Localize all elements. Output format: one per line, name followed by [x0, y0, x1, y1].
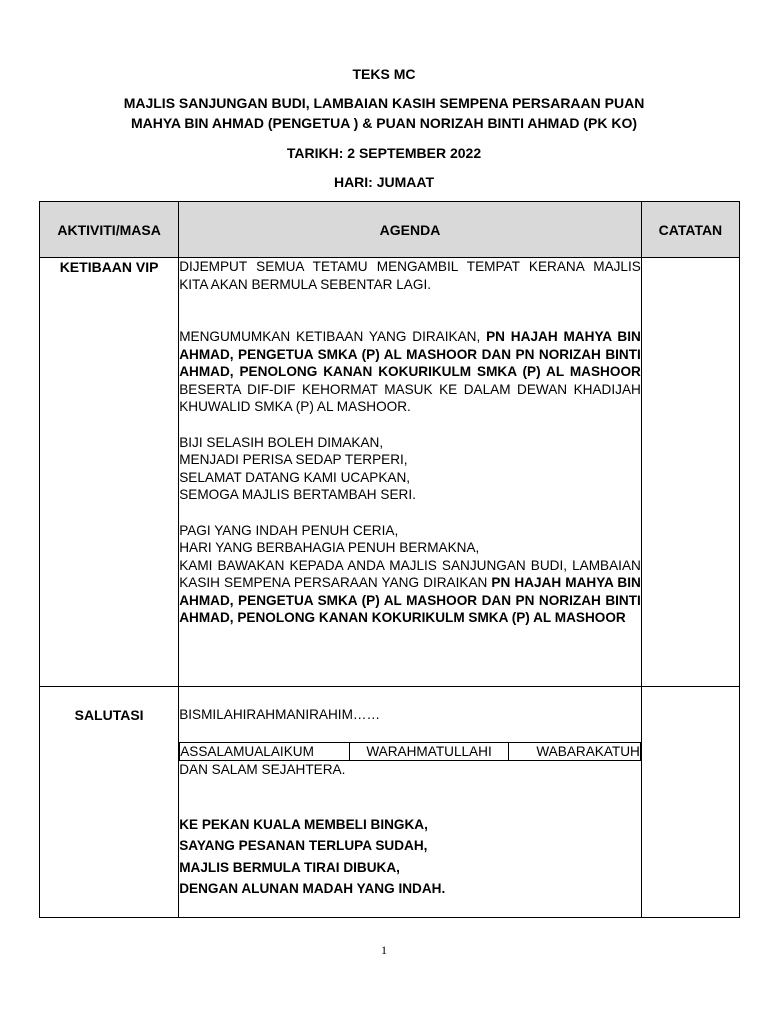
pantun-line: SELAMAT DATANG KAMI UCAPKAN, [179, 469, 411, 485]
greeting-word: WARAHMATULLAHI [349, 742, 508, 761]
opening-verse-line: PAGI YANG INDAH PENUH CERIA, [179, 522, 399, 538]
pantun-line: KE PEKAN KUALA MEMBELI BINGKA, [179, 816, 428, 832]
pantun-line: SEMOGA MAJLIS BERTAMBAH SERI. [179, 487, 416, 502]
pantun-line: SAYANG PESANAN TERLUPA SUDAH, [179, 838, 428, 853]
pantun-welcome [179, 434, 641, 504]
opening-verse-line: HARI YANG BERBAHAGIA PENUH BERMAKNA, [179, 540, 480, 555]
page-number: 1 [381, 943, 387, 957]
activity-label: SALUTASI [74, 707, 144, 723]
agenda-cell [179, 258, 642, 687]
greeting-line [179, 742, 641, 762]
greeting-word: ASSALAMUALAIKUM [180, 742, 350, 761]
event-date: TARIKH: 2 SEPTEMBER 2022 [286, 145, 482, 161]
notes-cell [641, 258, 739, 687]
announcement-text-end: BESERTA DIF-DIF KEHORMAT MASUK KE DALAM DEWAN KHADIJAH KHUWALID SMKA (P) AL MASHOOR. [179, 381, 641, 414]
pantun-line: MENJADI PERISA SEDAP TERPERI, [179, 452, 408, 467]
event-title-line-2: MAHYA BIN AHMAD (PENGETUA ) & PUAN NORIZAH BINTI AHMAD (PK KO) [130, 115, 638, 131]
activity-label: KETIBAAN VIP [59, 259, 159, 275]
header-activity: AKTIVITI/MASA [40, 202, 179, 258]
announcement-text: MENGUMUMKAN KETIBAAN YANG DIRAIKAN, [179, 329, 487, 344]
opening-paragraph [179, 557, 641, 627]
announcement-honorees: PN HAJAH MAHYA BIN AHMAD, PENGETUA SMKA (P) AL MASHOOR DAN PN NORIZAH BINTI AHMAD, PENOLONG KANAN KOKURIKULM SMKA (P) AL MASHOOR [179, 329, 641, 379]
pantun-opening [179, 814, 641, 900]
welcome-paragraph: DIJEMPUT SEMUA TETAMU MENGAMBIL TEMPAT KERANA MAJLIS KITA AKAN BERMULA SEBENTAR LAGI. [179, 259, 641, 292]
event-title-line-1: MAJLIS SANJUNGAN BUDI, LAMBAIAN KASIH SEMPENA PERSARAAN PUAN [123, 95, 645, 111]
table-header-row [40, 202, 740, 258]
greeting-word: WABARAKATUH [509, 742, 641, 761]
activity-cell [40, 258, 179, 687]
announcement-paragraph [179, 328, 641, 416]
opening-honorees: PN HAJAH MAHYA BIN AHMAD, PENGETUA SMKA (P) AL MASHOOR DAN PN NORIZAH BINTI AHMAD, PENOLONG KANAN KOKURIKULM SMKA (P) AL MASHOOR [179, 575, 641, 625]
table-row [40, 258, 740, 687]
header-agenda: AGENDA [179, 202, 642, 258]
agenda-cell [179, 687, 642, 918]
opening-text: KAMI BAWAKAN KEPADA ANDA MAJLIS SANJUNGAN BUDI, LAMBAIAN KASIH SEMPENA PERSARAAN YANG DIRAIKAN [179, 557, 641, 590]
pantun-line: DENGAN ALUNAN MADAH YANG INDAH. [179, 881, 446, 896]
agenda-table [39, 201, 740, 918]
pantun-line: MAJLIS BERMULA TIRAI DIBUKA, [179, 859, 400, 875]
greeting-line-2: DAN SALAM SEJAHTERA. [179, 762, 346, 777]
pantun-line: BIJI SELASIH BOLEH DIMAKAN, [179, 434, 384, 450]
notes-cell [641, 687, 739, 918]
header-notes: CATATAN [641, 202, 739, 258]
event-day: HARI: JUMAAT [333, 174, 435, 190]
bismillah-text: BISMILAHIRAHMANIRAHIM…… [179, 707, 381, 722]
document-title: TEKS MC [352, 66, 416, 82]
table-row [40, 687, 740, 918]
activity-cell [40, 687, 179, 918]
